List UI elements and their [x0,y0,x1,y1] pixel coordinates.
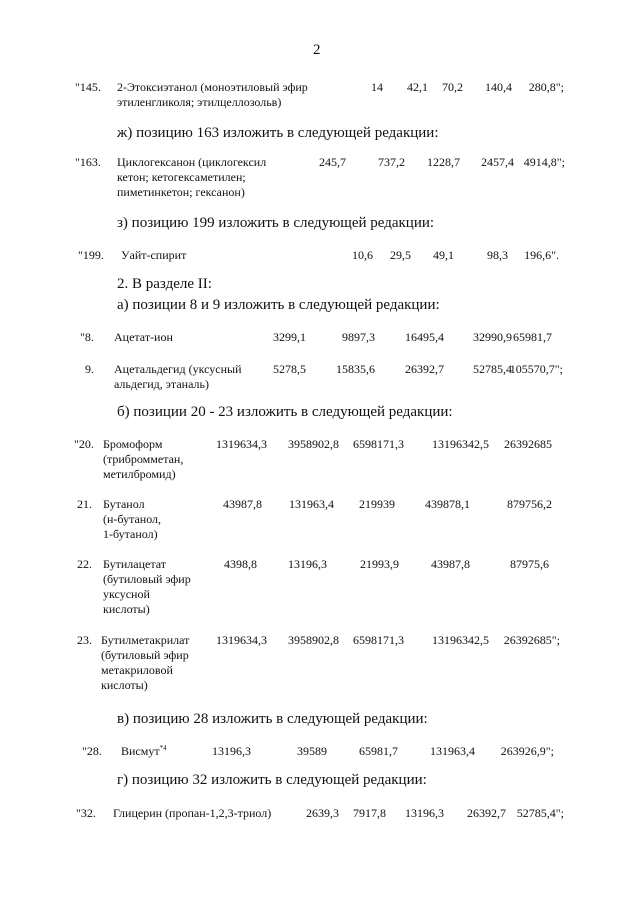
row-20-value-2: 3958902,8 [288,437,339,451]
row-199-number: "199. [78,248,104,262]
row-199-value-5: 196,6". [524,248,559,262]
row-28-footnote-mark: *4 [159,744,167,752]
page-number: 2 [313,42,321,58]
instruction-v: в) позицию 28 изложить в следующей редакции: [117,711,428,727]
row-21-name: Бутанол (н-бутанол, 1-бутанол) [103,497,162,541]
row-163-value-4: 2457,4 [481,155,514,169]
instruction-a: а) позиции 8 и 9 изложить в следующей редакции: [117,297,440,313]
instruction-g: г) позицию 32 изложить в следующей редакции: [117,772,427,788]
row-28-value-2: 39589 [297,744,327,758]
row-20-value-4: 13196342,5 [432,437,489,451]
row-21-value-4: 439878,1 [425,497,470,511]
row-23-name: Бутилметакрилат (бутиловый эфир метакриловой кислоты) [101,633,190,692]
row-23-value-1: 1319634,3 [216,633,267,647]
row-8-value-1: 3299,1 [273,330,306,344]
row-9-name: Ацетальдегид (уксусный альдегид, этаналь) [114,362,242,391]
row-8-name: Ацетат-ион [114,330,173,344]
row-20-value-3: 6598171,3 [353,437,404,451]
section-2-heading: 2. В разделе II: [117,276,212,292]
row-163-value-2: 737,2 [378,155,405,169]
row-145-value-3: 70,2 [442,80,463,94]
row-20-number: "20. [74,437,94,451]
row-199-value-2: 29,5 [390,248,411,262]
row-32-name: Глицерин (пропан-1,2,3-триол) [113,806,272,820]
row-22-number: 22. [77,557,92,571]
row-28-value-4: 131963,4 [430,744,475,758]
row-8-value-2: 9897,3 [342,330,375,344]
row-9-number: 9. [85,362,94,376]
row-8-value-3: 16495,4 [405,330,444,344]
row-32-value-5: 52785,4"; [516,806,564,820]
row-199-value-1: 10,6 [352,248,373,262]
row-9-value-2: 15835,6 [336,362,375,376]
row-21-value-3: 219939 [359,497,395,511]
row-9-value-4: 52785,4 [473,362,512,376]
row-28-name [121,744,167,759]
row-28-name-text: Висмут [121,744,160,758]
row-23-number: 23. [77,633,92,647]
row-28-value-1: 13196,3 [212,744,251,758]
row-20-name: Бромоформ (трибромметан, метилбромид) [103,437,184,481]
row-22-value-1: 4398,8 [224,557,257,571]
row-199-name: Уайт-спирит [121,248,187,262]
row-145-value-4: 140,4 [485,80,512,94]
row-20-value-1: 1319634,3 [216,437,267,451]
row-145-value-2: 42,1 [407,80,428,94]
row-199-value-3: 49,1 [433,248,454,262]
row-22-value-5: 87975,6 [510,557,549,571]
row-23-value-3: 6598171,3 [353,633,404,647]
row-28-number: "28. [82,744,102,758]
row-32-value-4: 26392,7 [467,806,506,820]
instruction-b: б) позиции 20 - 23 изложить в следующей редакции: [117,404,453,420]
row-145-number: "145. [75,80,101,94]
row-145-value-5: 280,8"; [528,80,564,94]
row-22-value-2: 13196,3 [288,557,327,571]
instruction-zh: ж) позицию 163 изложить в следующей редакции: [117,125,439,141]
row-32-number: "32. [76,806,96,820]
row-163-number: "163. [75,155,101,169]
row-145-name: 2-Этоксиэтанол (моноэтиловый эфир этиленгликоля; этилцеллозольв) [117,80,308,109]
row-199-value-4: 98,3 [487,248,508,262]
row-9-value-5: 105570,7"; [509,362,563,376]
row-32-value-3: 13196,3 [405,806,444,820]
row-8-number: "8. [80,330,94,344]
row-21-value-2: 131963,4 [289,497,334,511]
row-163-value-5: 4914,8"; [523,155,565,169]
row-21-value-1: 43987,8 [223,497,262,511]
row-32-value-2: 7917,8 [353,806,386,820]
row-23-value-4: 13196342,5 [432,633,489,647]
row-22-value-4: 43987,8 [431,557,470,571]
instruction-z: з) позицию 199 изложить в следующей редакции: [117,215,435,231]
row-32-value-1: 2639,3 [306,806,339,820]
row-23-value-5: 26392685"; [503,633,560,647]
row-28-value-5: 263926,9"; [500,744,554,758]
row-21-value-5: 879756,2 [507,497,552,511]
row-8-value-4: 32990,9 [473,330,512,344]
row-22-value-3: 21993,9 [360,557,399,571]
row-163-value-3: 1228,7 [427,155,460,169]
row-9-value-3: 26392,7 [405,362,444,376]
row-21-number: 21. [77,497,92,511]
row-163-value-1: 245,7 [319,155,346,169]
row-20-value-5: 26392685 [504,437,552,451]
row-22-name: Бутилацетат (бутиловый эфир уксусной кислоты) [103,557,191,616]
row-145-value-1: 14 [371,80,383,94]
row-23-value-2: 3958902,8 [288,633,339,647]
row-28-value-3: 65981,7 [359,744,398,758]
row-163-name: Циклогексанон (циклогексил кетон; кетогексаметилен; пиметинкетон; гексанон) [117,155,267,199]
row-8-value-5: 65981,7 [513,330,552,344]
row-9-value-1: 5278,5 [273,362,306,376]
